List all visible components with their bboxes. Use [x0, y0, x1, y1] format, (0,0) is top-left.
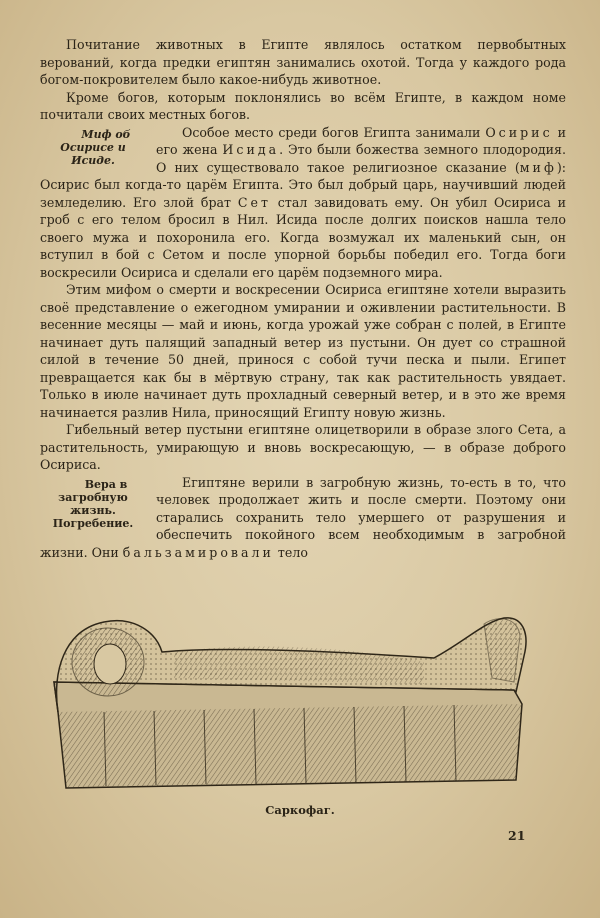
- paragraph-myth-meaning: Этим мифом о смерти и воскресении Осириса египтяне хотели выразить своё представление о ежегодном умирании и оживлении растительности. В весенние месяцы — май и июнь, когда урожай уже собран с полей, в Египте начинает дуть палящий западный ветер из пустыни. Он дует со страшной силой в течение 50 дней, принося с собой тучи песка и пыли. Египет превращается как бы в мёртвую страну, так как растительность увядает. Только в июле начинает дуть прохладный северный ветер, и в это же время начинается разлив Нила, приносящий Египту новую жизнь.: [40, 282, 566, 420]
- paragraph-set-wind: Гибельный ветер пустыни египтяне олицетворили в образе злого Сета, а растительность, умирающую и вновь воскресающую, — в образе доброго Осириса.: [40, 422, 566, 472]
- figure-caption: Саркофаг.: [265, 803, 335, 817]
- term-embalmed: бальзамировали: [122, 544, 274, 560]
- paragraph-animal-worship: Почитание животных в Египте являлось остатком первобытных верований, когда предки египтян занимались охотой. Тогда у каждого рода богом-покровителем было какое-нибудь животное.: [40, 37, 566, 87]
- sidenote-afterlife: Вера в загробную жизнь. Погребение.: [52, 477, 134, 530]
- paragraph-afterlife: Вера в загробную жизнь. Погребение. Египтяне верили в загробную жизнь, то-есть в то, что человек продолжает жить и после смерти. Поэтому они старались сохранить тело умершего от разрушения и обеспечить покойного всем необходимым в загробной жизни. Они бальзамировали тело: [40, 474, 566, 560]
- sidenote-myth: Миф об Осирисе и Исиде.: [60, 127, 131, 167]
- sarcophagus-illustration: [44, 612, 564, 792]
- body-text: [40, 36, 566, 561]
- term-isida: Исида: [222, 142, 280, 157]
- term-myth: миф: [519, 159, 557, 175]
- term-osiris: Осирис: [485, 124, 553, 140]
- page-number: 21: [508, 828, 526, 843]
- paragraph-osiris-myth: Миф об Осирисе и Исиде. Особое место среди богов Египта занимали Осирис и его жена Исида. Это были божества земного плодородия. О них существовало такое религиозное сказание (миф): Осирис был когда-то царём Египта. Это был добрый царь, научивший людей земледелию. Его злой брат Сет стал завидовать ему. Он убил Осириса и гроб с его телом бросил в Нил. Исида после долгих поисков нашла тело своего мужа и похоронила его. Когда возмужал их маленький сын, он вступил в бой с Сетом и после упорной борьбы победил его. Тогда боги воскресили Осириса и сделали его царём подземного мира.: [40, 124, 566, 280]
- paragraph-local-gods: Кроме богов, которым поклонялись во всём Египте, в каждом номе почитали своих местных богов.: [40, 89, 566, 122]
- term-set: Сет: [237, 194, 271, 210]
